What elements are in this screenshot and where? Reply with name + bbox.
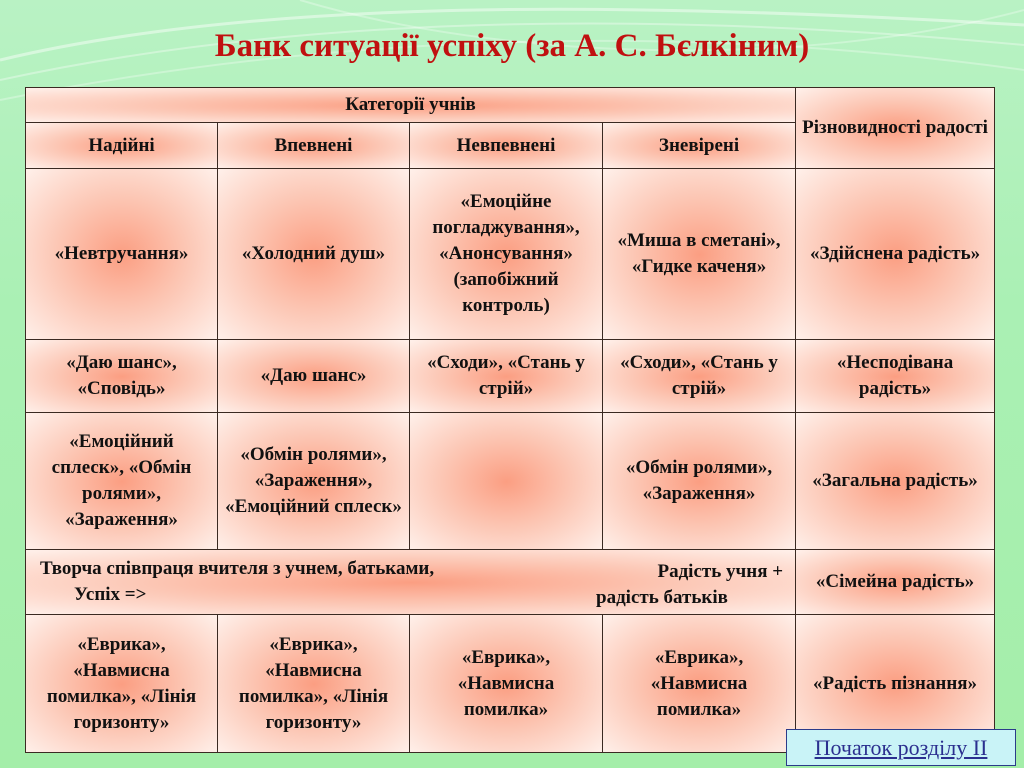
- table-cell-joy: «Загальна радість»: [796, 413, 995, 550]
- table-cell: «Сходи», «Стань у стрій»: [603, 340, 796, 413]
- page-title: Банк ситуації успіху (за А. С. Бєлкіним): [214, 28, 810, 64]
- cooperation-text-line2: Успіх =>: [74, 584, 147, 605]
- table-cell-joy: «Здійснена радість»: [796, 169, 995, 340]
- column-header: Надійні: [26, 123, 218, 169]
- table-cell: «Обмін ролями», «Зараження»: [603, 413, 796, 550]
- table-cell: «Сходи», «Стань у стрій»: [410, 340, 603, 413]
- table-cell: «Еврика», «Навмисна помилка»: [603, 615, 796, 753]
- merged-cooperation-cell: [26, 550, 796, 615]
- table-cell: «Емоційний сплеск», «Обмін ролями», «Зараження»: [26, 413, 218, 550]
- header-joy-types: Різновидності радості: [796, 88, 995, 169]
- table-cell: «Миша в сметані», «Гидке каченя»: [603, 169, 796, 340]
- table-cell: «Обмін ролями», «Зараження», «Емоційний сплеск»: [218, 413, 410, 550]
- table-cell: «Даю шанс», «Сповідь»: [26, 340, 218, 413]
- table-cell: «Холодний душ»: [218, 169, 410, 340]
- table-row: [26, 169, 995, 340]
- column-header: Зневірені: [603, 123, 796, 169]
- success-situations-table: [25, 87, 995, 753]
- cooperation-text-line1: Творча співпраця вчителя з учнем, батьками,: [40, 558, 435, 579]
- table-cell-empty: [410, 413, 603, 550]
- table-cell-joy: «Радість пізнання»: [796, 615, 995, 753]
- table-cell: «Еврика», «Навмисна помилка»: [410, 615, 603, 753]
- table-cell: «Еврика», «Навмисна помилка», «Лінія горизонту»: [218, 615, 410, 753]
- table-cell: «Невтручання»: [26, 169, 218, 340]
- table-cell-joy: «Сімейна радість»: [796, 550, 995, 615]
- table-cell: «Даю шанс»: [218, 340, 410, 413]
- table-cell-joy: «Несподівана радість»: [796, 340, 995, 413]
- joy-formula-line2: радість батьків: [596, 587, 728, 608]
- table-cell: «Еврика», «Навмисна помилка», «Лінія горизонту»: [26, 615, 218, 753]
- header-student-categories: Категорії учнів: [26, 88, 796, 123]
- table-row: [26, 340, 995, 413]
- column-header: Впевнені: [218, 123, 410, 169]
- joy-formula-line1: Радість учня +: [657, 561, 784, 582]
- table-row-merged: [26, 550, 995, 615]
- table-row: [26, 413, 995, 550]
- column-header: Невпевнені: [410, 123, 603, 169]
- section-start-link[interactable]: Початок розділу II: [786, 729, 1016, 766]
- table-cell: «Емоційне погладжування», «Анонсування» (запобіжний контроль): [410, 169, 603, 340]
